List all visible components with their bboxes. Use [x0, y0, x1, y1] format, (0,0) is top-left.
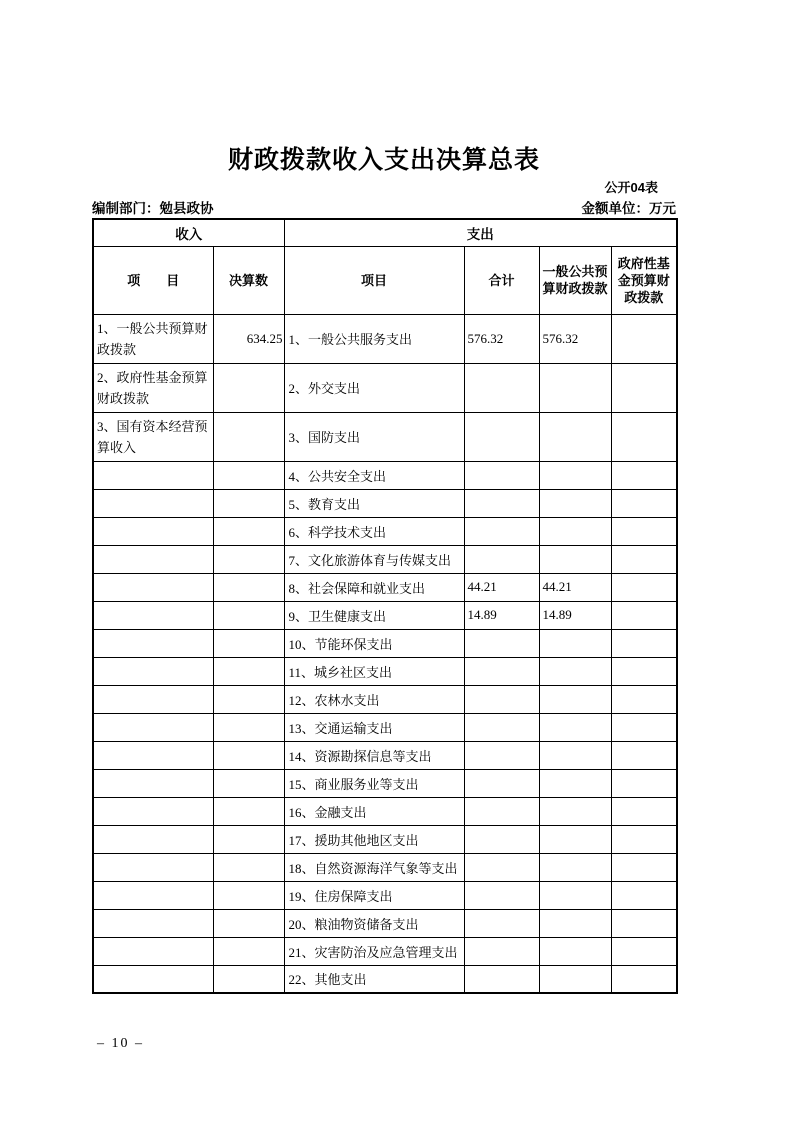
table-row	[93, 545, 677, 573]
expense-item-cell: 6、科学技术支出	[284, 517, 464, 545]
unit-label: 金额单位：万元	[581, 201, 676, 216]
table-row	[93, 741, 677, 769]
income-value-cell	[213, 573, 284, 601]
income-value-cell	[213, 601, 284, 629]
total-cell	[464, 965, 539, 993]
income-item-cell	[93, 853, 213, 881]
total-cell	[464, 769, 539, 797]
income-section-header: 收入	[93, 219, 284, 246]
general-budget-cell	[539, 713, 611, 741]
expense-item-cell: 17、援助其他地区支出	[284, 825, 464, 853]
department-label: 编制部门：勉县政协	[92, 201, 214, 216]
general-budget-cell	[539, 909, 611, 937]
income-item-cell	[93, 601, 213, 629]
total-cell	[464, 685, 539, 713]
total-cell	[464, 825, 539, 853]
column-header-row	[93, 246, 677, 314]
total-cell	[464, 412, 539, 461]
expense-item-cell: 21、灾害防治及应急管理支出	[284, 937, 464, 965]
col-header-total: 合计	[464, 246, 539, 314]
income-value-cell	[213, 937, 284, 965]
income-value-cell	[213, 741, 284, 769]
table-row	[93, 363, 677, 412]
general-budget-cell	[539, 685, 611, 713]
income-value-cell	[213, 797, 284, 825]
table-row	[93, 685, 677, 713]
table-row	[93, 825, 677, 853]
total-cell: 576.32	[464, 314, 539, 363]
income-item-cell	[93, 545, 213, 573]
gov-fund-cell	[611, 461, 677, 489]
gov-fund-cell	[611, 685, 677, 713]
general-budget-cell: 576.32	[539, 314, 611, 363]
income-item-cell: 3、国有资本经营预算收入	[93, 412, 213, 461]
total-cell	[464, 363, 539, 412]
expense-item-cell: 8、社会保障和就业支出	[284, 573, 464, 601]
gov-fund-cell	[611, 769, 677, 797]
gov-fund-cell	[611, 489, 677, 517]
expense-item-cell: 10、节能环保支出	[284, 629, 464, 657]
income-item-cell	[93, 629, 213, 657]
expense-item-cell: 19、住房保障支出	[284, 881, 464, 909]
income-item-cell	[93, 797, 213, 825]
table-number-label: 公开04表	[604, 180, 658, 195]
general-budget-cell	[539, 657, 611, 685]
gov-fund-cell	[611, 545, 677, 573]
col-header-gov-fund: 政府性基金预算财政拨款	[611, 246, 677, 314]
expense-item-cell: 9、卫生健康支出	[284, 601, 464, 629]
general-budget-cell	[539, 545, 611, 573]
general-budget-cell	[539, 489, 611, 517]
table-row	[93, 517, 677, 545]
gov-fund-cell	[611, 909, 677, 937]
meta-row	[92, 197, 676, 217]
gov-fund-cell	[611, 741, 677, 769]
gov-fund-cell	[611, 657, 677, 685]
total-cell	[464, 461, 539, 489]
income-item-cell	[93, 657, 213, 685]
gov-fund-cell	[611, 965, 677, 993]
table-row	[93, 601, 677, 629]
col-header-general-budget: 一般公共预算财政拨款	[539, 246, 611, 314]
gov-fund-cell	[611, 314, 677, 363]
gov-fund-cell	[611, 713, 677, 741]
expense-item-cell: 2、外交支出	[284, 363, 464, 412]
income-item-cell	[93, 517, 213, 545]
gov-fund-cell	[611, 797, 677, 825]
general-budget-cell	[539, 825, 611, 853]
gov-fund-cell	[611, 629, 677, 657]
gov-fund-cell	[611, 825, 677, 853]
expense-item-cell: 1、一般公共服务支出	[284, 314, 464, 363]
table-row	[93, 937, 677, 965]
total-cell	[464, 545, 539, 573]
income-value-cell	[213, 657, 284, 685]
income-value-cell	[213, 363, 284, 412]
general-budget-cell: 14.89	[539, 601, 611, 629]
expense-item-cell: 5、教育支出	[284, 489, 464, 517]
general-budget-cell: 44.21	[539, 573, 611, 601]
total-cell	[464, 657, 539, 685]
total-cell: 14.89	[464, 601, 539, 629]
table-row	[93, 713, 677, 741]
col-header-final-amount: 决算数	[213, 246, 284, 314]
gov-fund-cell	[611, 601, 677, 629]
general-budget-cell	[539, 769, 611, 797]
expense-item-cell: 14、资源勘探信息等支出	[284, 741, 464, 769]
expense-item-cell: 22、其他支出	[284, 965, 464, 993]
income-value-cell	[213, 629, 284, 657]
income-value-cell	[213, 685, 284, 713]
income-item-cell	[93, 573, 213, 601]
gov-fund-cell	[611, 363, 677, 412]
expense-item-cell: 11、城乡社区支出	[284, 657, 464, 685]
income-value-cell	[213, 545, 284, 573]
col-header-income-item: 项 目	[93, 246, 213, 314]
expense-item-cell: 15、商业服务业等支出	[284, 769, 464, 797]
page-title: 财政拨款收入支出决算总表	[227, 146, 540, 174]
expense-item-cell: 13、交通运输支出	[284, 713, 464, 741]
gov-fund-cell	[611, 517, 677, 545]
fiscal-appropriation-table	[92, 218, 678, 994]
expense-item-cell: 3、国防支出	[284, 412, 464, 461]
col-header-expense-item: 项目	[284, 246, 464, 314]
income-value-cell	[213, 965, 284, 993]
gov-fund-cell	[611, 881, 677, 909]
income-value-cell	[213, 909, 284, 937]
expense-item-cell: 7、文化旅游体育与传媒支出	[284, 545, 464, 573]
gov-fund-cell	[611, 412, 677, 461]
table-row	[93, 797, 677, 825]
table-row	[93, 489, 677, 517]
income-item-cell: 2、政府性基金预算财政拨款	[93, 363, 213, 412]
general-budget-cell	[539, 741, 611, 769]
total-cell	[464, 629, 539, 657]
income-item-cell	[93, 461, 213, 489]
total-cell	[464, 797, 539, 825]
general-budget-cell	[539, 363, 611, 412]
table-row	[93, 573, 677, 601]
table-row	[93, 853, 677, 881]
total-cell	[464, 909, 539, 937]
expense-item-cell: 12、农林水支出	[284, 685, 464, 713]
total-cell	[464, 517, 539, 545]
income-item-cell	[93, 965, 213, 993]
income-item-cell	[93, 881, 213, 909]
section-header-row	[93, 219, 677, 246]
income-item-cell	[93, 825, 213, 853]
general-budget-cell	[539, 853, 611, 881]
income-value-cell	[213, 825, 284, 853]
income-item-cell	[93, 713, 213, 741]
gov-fund-cell	[611, 937, 677, 965]
income-value-cell	[213, 853, 284, 881]
general-budget-cell	[539, 629, 611, 657]
income-item-cell	[93, 489, 213, 517]
income-value-cell	[213, 769, 284, 797]
income-value-cell	[213, 713, 284, 741]
income-value-cell	[213, 881, 284, 909]
income-value-cell	[213, 412, 284, 461]
expense-item-cell: 18、自然资源海洋气象等支出	[284, 853, 464, 881]
expense-item-cell: 4、公共安全支出	[284, 461, 464, 489]
general-budget-cell	[539, 937, 611, 965]
gov-fund-cell	[611, 573, 677, 601]
income-item-cell	[93, 685, 213, 713]
table-header	[93, 219, 677, 314]
gov-fund-cell	[611, 853, 677, 881]
total-cell	[464, 713, 539, 741]
total-cell	[464, 881, 539, 909]
general-budget-cell	[539, 965, 611, 993]
table-row	[93, 769, 677, 797]
page-number: – 10 –	[97, 1036, 144, 1051]
general-budget-cell	[539, 797, 611, 825]
expense-section-header: 支出	[284, 219, 677, 246]
income-item-cell	[93, 937, 213, 965]
expense-item-cell: 16、金融支出	[284, 797, 464, 825]
table-row	[93, 461, 677, 489]
income-value-cell: 634.25	[213, 314, 284, 363]
table-row	[93, 881, 677, 909]
income-item-cell	[93, 909, 213, 937]
general-budget-cell	[539, 881, 611, 909]
table-row	[93, 965, 677, 993]
general-budget-cell	[539, 412, 611, 461]
total-cell	[464, 741, 539, 769]
table-row	[93, 909, 677, 937]
total-cell: 44.21	[464, 573, 539, 601]
income-value-cell	[213, 517, 284, 545]
table-row	[93, 657, 677, 685]
income-value-cell	[213, 461, 284, 489]
table-body	[93, 314, 677, 993]
total-cell	[464, 853, 539, 881]
total-cell	[464, 937, 539, 965]
income-item-cell: 1、一般公共预算财政拨款	[93, 314, 213, 363]
general-budget-cell	[539, 461, 611, 489]
income-item-cell	[93, 741, 213, 769]
general-budget-cell	[539, 517, 611, 545]
expense-item-cell: 20、粮油物资储备支出	[284, 909, 464, 937]
table-row	[93, 314, 677, 363]
table-row	[93, 412, 677, 461]
table-row	[93, 629, 677, 657]
income-item-cell	[93, 769, 213, 797]
income-value-cell	[213, 489, 284, 517]
total-cell	[464, 489, 539, 517]
